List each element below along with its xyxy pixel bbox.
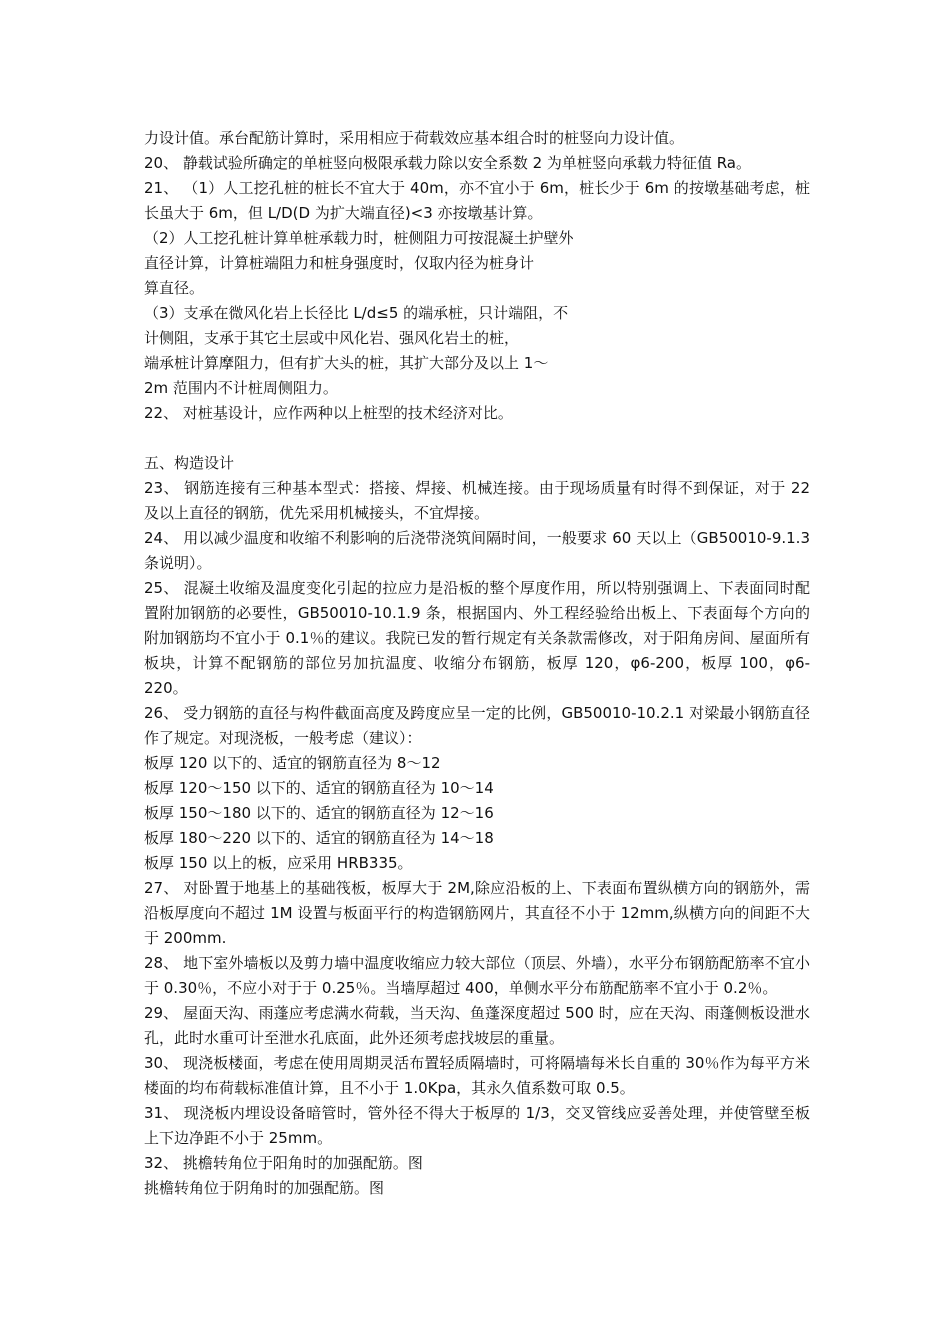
- paragraph-p24: 24、 用以减少温度和收缩不利影响的后浇带浇筑间隔时间，一般要求 60 天以上（GB50010-9.1.3 条说明）。: [144, 529, 810, 572]
- paragraph-p23: 23、 钢筋连接有三种基本型式：搭接、焊接、机械连接。由于现场质量有时得不到保证，对于 22 及以上直径的钢筋，优先采用机械接头，不宜焊接。: [144, 479, 810, 522]
- paragraph-p22: 22、 对桩基设计，应作两种以上桩型的技术经济对比。: [144, 404, 513, 422]
- paragraph-p26c: 板厚 150～180 以下的、适宜的钢筋直径为 12～16: [144, 804, 494, 822]
- paragraph-p20: 20、 静载试验所确定的单桩竖向极限承载力除以安全系数 2 为单桩竖向承载力特征值 Ra。: [144, 154, 751, 172]
- paragraph-p21b3: 算直径。: [144, 279, 205, 297]
- paragraph-p21: 21、 （1）人工挖孔桩的桩长不宜大于 40m，亦不宜小于 6m，桩长少于 6m 的按墩基础考虑，桩长虽大于 6m，但 L/D(D 为扩大端直径)<3 亦按墩基计算。: [144, 179, 810, 222]
- blank-line: [144, 426, 810, 451]
- paragraph-p26e: 板厚 150 以上的板，应采用 HRB335。: [144, 854, 413, 872]
- paragraph-p21c1: （3）支承在微风化岩上长径比 L/d≤5 的端承桩，只计端阻，不: [144, 304, 569, 322]
- paragraph-p21c3: 端承桩计算摩阻力，但有扩大头的桩，其扩大部分及以上 1～: [144, 354, 549, 372]
- paragraph-p29: 29、 屋面天沟、雨蓬应考虑满水荷载，当天沟、鱼蓬深度超过 500 时，应在天沟、雨蓬侧板设泄水孔，此时水重可计至泄水孔底面，此外还须考虑找坡层的重量。: [144, 1004, 810, 1047]
- paragraph-p0: 力设计值。承台配筋计算时，采用相应于荷载效应基本组合时的桩竖向力设计值。: [144, 129, 685, 147]
- paragraph-p30: 30、 现浇板楼面，考虑在使用周期灵活布置轻质隔墙时，可将隔墙每米长自重的 30％作为每平方米楼面的均布荷载标准值计算，且不小于 1.0Kpa，其永久值系数可取 0.5。: [144, 1054, 810, 1097]
- paragraph-p21c2: 计侧阻，支承于其它土层或中风化岩、强风化岩土的桩，: [144, 329, 520, 347]
- paragraph-p28: 28、 地下室外墙板以及剪力墙中温度收缩应力较大部位（顶层、外墙），水平分布钢筋配筋率不宜小于 0.30％，不应小对于于 0.25％。当墙厚超过 400，单侧水平分布筋配筋率不宜小于 0.2％。: [144, 954, 810, 997]
- paragraph-p31: 31、 现浇板内埋设设备暗管时，管外径不得大于板厚的 1/3，交叉管线应妥善处理，并使管壁至板上下边净距不小于 25mm。: [144, 1104, 810, 1147]
- paragraph-p27: 27、 对卧置于地基上的基础筏板，板厚大于 2M,除应沿板的上、下表面布置纵横方向的钢筋外，需沿板厚度向不超过 1M 设置与板面平行的构造钢筋网片，其直径不小于 12mm,纵横方向的间距不大于 200mm.: [144, 879, 810, 947]
- paragraph-p21b1: （2）人工挖孔桩计算单桩承载力时，桩侧阻力可按混凝土护壁外: [144, 229, 574, 247]
- paragraph-p26d: 板厚 180～220 以下的、适宜的钢筋直径为 14～18: [144, 829, 494, 847]
- document-body: [144, 126, 810, 1201]
- paragraph-p26a: 板厚 120 以下的、适宜的钢筋直径为 8～12: [144, 754, 441, 772]
- section-heading: 五、构造设计: [144, 454, 235, 472]
- paragraph-p21b2: 直径计算，计算桩端阻力和桩身强度时，仅取内径为桩身计: [144, 254, 535, 272]
- paragraph-p32b: 挑檐转角位于阴角时的加强配筋。图: [144, 1179, 385, 1197]
- paragraph-p25: 25、 混凝土收缩及温度变化引起的拉应力是沿板的整个厚度作用，所以特别强调上、下表面同时配置附加钢筋的必要性，GB50010-10.1.9 条，根据国内、外工程经验给出板上、下表面每个方向的附加钢筋均不宜小于 0.1％的建议。我院已发的暂行规定有关条款需修改，对于阳角房间、屋面所有板块，计算不配钢筋的部位另加抗温度、收缩分布钢筋，板厚 120，φ6-200，板厚 100，φ6-220。: [144, 579, 810, 697]
- paragraph-p26: 26、 受力钢筋的直径与构件截面高度及跨度应呈一定的比例，GB50010-10.2.1 对梁最小钢筋直径作了规定。对现浇板，一般考虑（建议）：: [144, 704, 810, 747]
- paragraph-p26b: 板厚 120～150 以下的、适宜的钢筋直径为 10～14: [144, 779, 494, 797]
- paragraph-p32: 32、 挑檐转角位于阳角时的加强配筋。图: [144, 1154, 423, 1172]
- paragraph-p21c4: 2m 范围内不计桩周侧阻力。: [144, 379, 338, 397]
